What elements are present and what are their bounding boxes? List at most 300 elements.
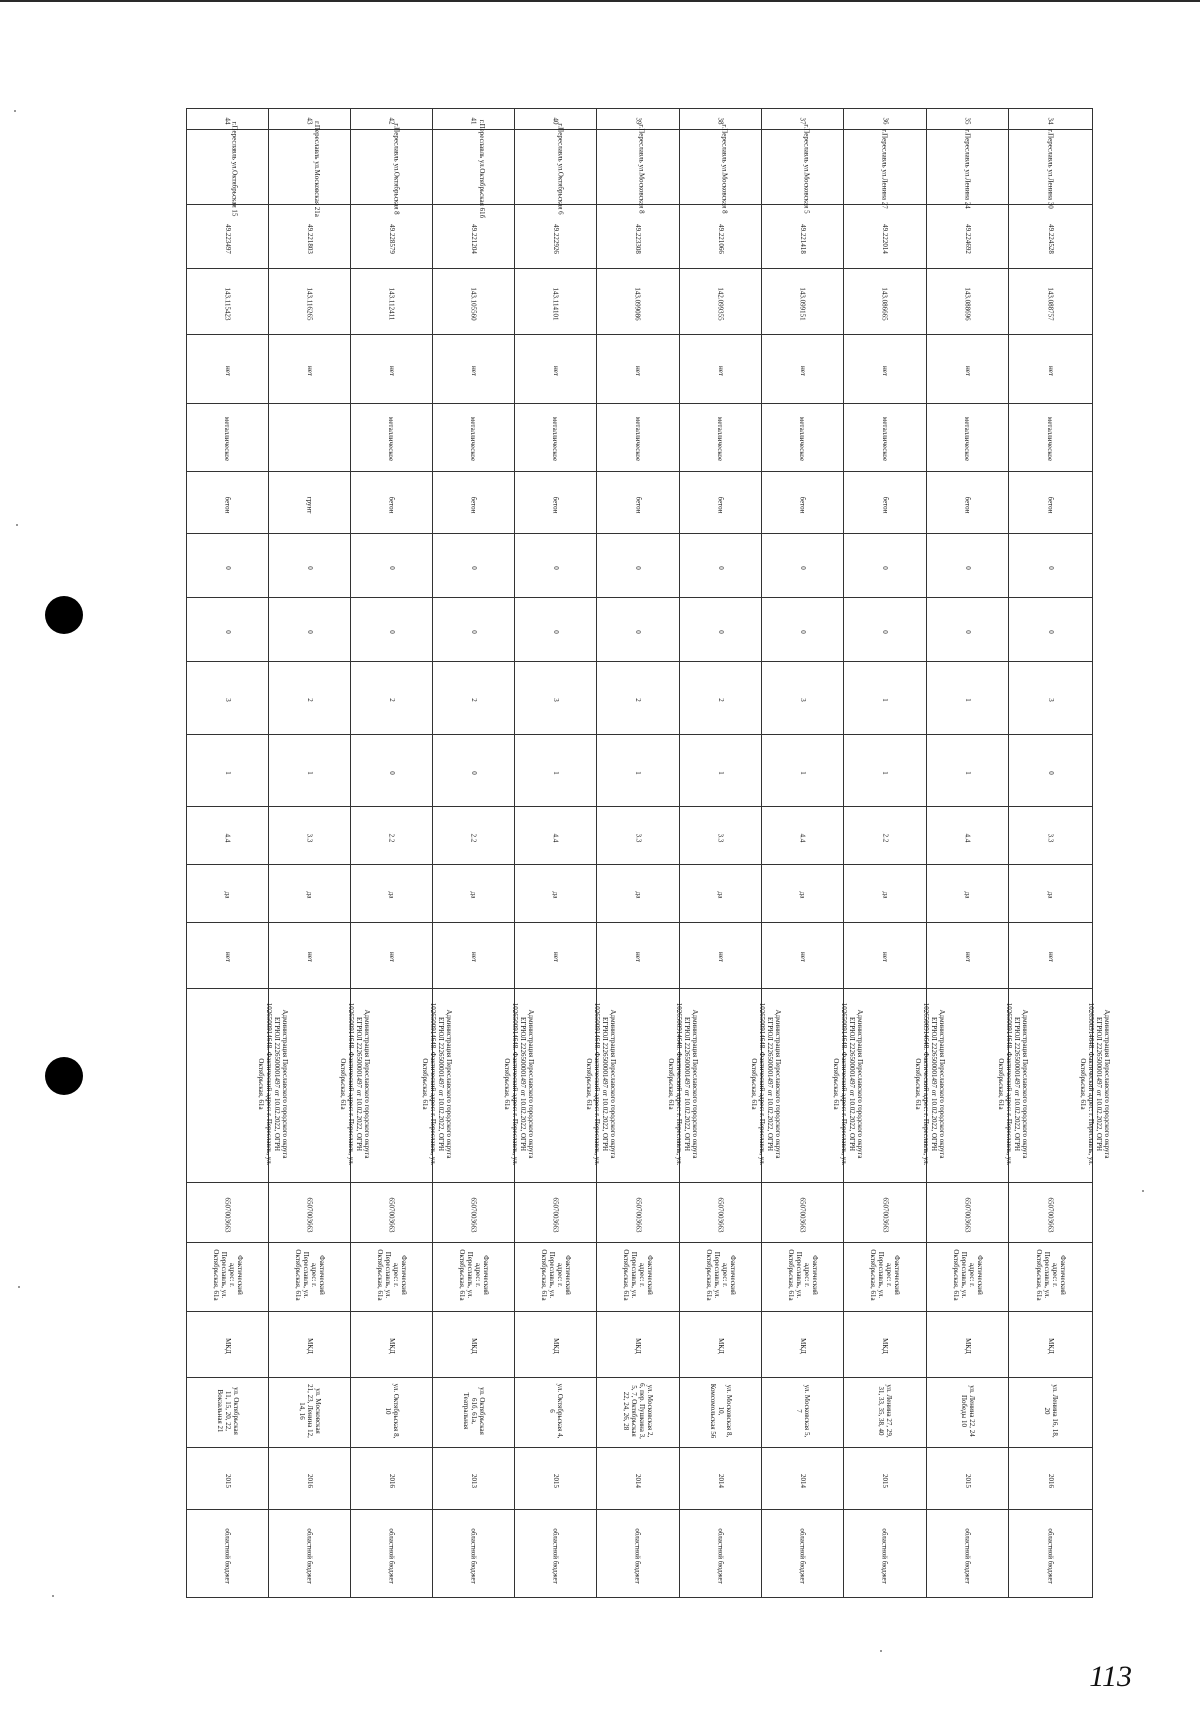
container-count-text: 1 [881,698,889,702]
value-8-text: 0 [387,565,396,570]
register-cell [762,124,844,214]
register-table [186,108,1111,1598]
register-cell [844,734,927,807]
register-cell [351,109,433,130]
value-9-text: 0 [305,629,314,634]
register-cell [927,734,1009,807]
planned-count-text: 1 [223,770,232,775]
register-cell [515,472,597,534]
register-cell [187,989,289,1183]
register-cell [927,807,1009,865]
register-cell [515,1510,597,1598]
value-9-text: 0 [798,629,807,634]
register-cell [1009,807,1093,865]
register-cell [927,205,1009,269]
register-cell [1009,472,1093,534]
latitude-text: 49.223497 [223,223,232,254]
value-9-text: 0 [387,629,396,634]
register-row-object-address [187,130,1093,205]
container-count-text: 2 [716,698,725,702]
source-type-text: МКД [469,1338,478,1355]
cover-flag-text: нет [880,366,889,377]
record-number-text: 38 [716,117,725,125]
register-cell [433,534,515,598]
register-cell [1009,1510,1093,1598]
value-8-text: 0 [223,565,232,570]
register-cell [433,662,515,735]
register-cell [1009,1377,1093,1447]
register-cell [269,1311,351,1377]
object-address-text: г.Переславль ул.Ленина 30 [1046,129,1055,209]
register-cell [680,1377,762,1447]
register-cell [927,129,1009,209]
actual-address-text: Фактический адрес: г. Переславль, ул. Октябрьская, 61а [375,1249,408,1301]
register-cell [351,403,433,471]
register-cell [351,1183,433,1243]
register-cell [433,1377,515,1447]
register-cell [927,662,1009,735]
no-flag-text: нет [305,952,314,963]
latitude-text: 49.221066 [716,223,725,254]
planned-count-text: 1 [716,770,725,775]
register-cell [515,269,597,335]
register-cell [187,403,269,471]
register-cell [597,269,680,335]
scan-speck [1142,1190,1144,1192]
fence-material-text: металлическое [1046,417,1055,462]
register-cell [927,109,1009,130]
source-type-text: МКД [633,1338,642,1355]
served-houses-text: ул. Московская 2, 6, пер. Пушкина 3, 5, 7, Октябрьская 22, 24, 26, 28 [622,1383,654,1439]
actual-address-text: Фактический адрес: г. Переславль, ул. Октябрьская, 61а [704,1249,737,1301]
punch-hole-bottom [45,1057,83,1095]
register-cell [187,109,269,130]
yes-flag-text: да [798,892,807,899]
longitude-text: 143.112411 [387,287,396,321]
register-cell [269,1183,351,1243]
register-row-latitude [187,205,1093,269]
register-cell [351,269,433,335]
cover-flag-text: нет [1046,366,1055,377]
surface-type-text: бетон [716,496,725,514]
register-cell [269,734,351,807]
register-cell [680,124,762,214]
surface-type-text: бетон [1046,496,1055,514]
install-year-text: 2015 [881,1473,889,1488]
register-cell [433,598,515,662]
yes-flag-text: да [469,892,478,899]
served-houses-text: ул. Октябрьская 11, 15, 20, 22, Вокзальная 21 [215,1387,240,1435]
planned-count-text: 1 [305,770,314,775]
register-cell [927,865,1009,923]
register-cell [351,1377,433,1447]
register-cell [597,335,680,403]
record-number-text: 41 [469,117,478,125]
record-number-text: 44 [223,117,232,125]
yes-flag-text: да [387,892,396,899]
funding-source-text: областной бюджет [305,1527,314,1584]
surface-type-text: бетон [880,496,889,514]
value-8-text: 0 [1046,565,1055,570]
register-row-owner-details [187,989,1093,1183]
owner-inn-text: 6507003663 [387,1197,396,1233]
register-cell [351,598,433,662]
register-cell [680,662,762,735]
register-cell [597,1311,680,1377]
scan-speck [18,1286,20,1288]
actual-address-text: Фактический адрес: г. Переславль, ул. Октябрьская, 61а [457,1249,490,1301]
register-cell [351,1311,433,1377]
register-cell [927,1183,1009,1243]
scan-speck [52,1595,54,1597]
actual-address-text: Фактический адрес: г. Переславль, ул. Октябрьская, 61а [539,1249,572,1301]
planned-count-text: 0 [1046,770,1055,775]
latitude-text: 49.221803 [305,223,314,254]
register-cell [269,109,351,130]
register-cell [187,734,269,807]
register-row-value-8 [187,534,1093,598]
register-cell [269,1377,351,1447]
register-cell [351,922,433,988]
install-year-text: 2015 [963,1473,972,1488]
install-year-text: 2014 [634,1473,642,1488]
register-row-planned-count [187,734,1093,807]
register-cell [1009,598,1093,662]
register-cell [844,1183,927,1243]
register-cell [597,124,680,214]
no-flag-text: нет [387,952,396,963]
register-cell [187,865,269,923]
register-cell [927,403,1009,471]
longitude-text: 143.088696 [963,287,972,321]
register-cell [680,269,762,335]
fence-material-text: металлическое [798,417,807,462]
value-9-text: 0 [963,629,972,634]
register-cell [844,598,927,662]
actual-address-text: Фактический адрес: г. Переславль, ул. Октябрьская, 61а [622,1249,654,1301]
register-cell [762,734,844,807]
owner-details-text: Администрация Переславского городского округа ЕГРЮЛ 2226500001497 от 10.02.2022, ОГРН 1026500914648. Фактический адрес: г. Переславль, ул. Октябрьская, 61а [997,1002,1029,1166]
container-count-text: 2 [305,698,314,702]
register-cell [927,534,1009,598]
register-cell [515,1377,597,1447]
register-cell [515,123,597,215]
register-cell [433,922,515,988]
register-row-container-volume [187,807,1093,865]
register-cell [680,472,762,534]
funding-source-text: областной бюджет [716,1527,725,1584]
latitude-text: 49.222926 [551,223,560,254]
register-cell [680,335,762,403]
register-cell [269,922,351,988]
install-year-text: 2015 [223,1473,232,1488]
surface-type-text: бетон [551,496,560,514]
cover-flag-text: нет [633,366,642,377]
value-9-text: 0 [716,629,725,634]
register-cell [187,1510,269,1598]
record-number-text: 39 [634,117,642,125]
value-9-text: 0 [1046,629,1055,634]
register-cell [844,472,927,534]
register-cell [433,205,515,269]
longitude-text: 143.115423 [223,287,232,321]
longitude-text: 143.099151 [798,287,807,321]
no-flag-text: нет [469,952,478,963]
fence-material-text: металлическое [963,417,972,462]
container-volume-text: 2.2 [387,833,396,843]
source-type-text: МКД [963,1338,972,1355]
no-flag-text: нет [798,952,807,963]
container-volume-text: 4.4 [551,833,560,843]
register-cell [844,662,927,735]
container-volume-text: 2.2 [881,833,889,843]
register-cell [515,534,597,598]
register-cell [1009,1311,1093,1377]
container-volume-text: 4.4 [963,833,972,843]
cover-flag-text: нет [387,366,396,377]
register-row-served-houses [187,1377,1093,1447]
longitude-text: 143.105560 [469,287,478,321]
register-cell [762,662,844,735]
register-cell [680,205,762,269]
planned-count-text: 0 [469,770,478,775]
owner-inn-text: 6507003663 [798,1197,807,1233]
register-cell [269,403,351,471]
surface-type-text: бетон [469,496,478,514]
register-cell [351,807,433,865]
register-cell [680,1510,762,1598]
register-cell [844,403,927,471]
source-type-text: МКД [798,1338,807,1355]
longitude-text: 143.114101 [551,287,560,321]
surface-type-text: бетон [963,496,972,514]
register-cell [597,807,680,865]
register-cell [1009,335,1093,403]
planned-count-text: 1 [634,770,642,775]
value-8-text: 0 [305,565,314,570]
surface-type-text: бетон [223,496,232,514]
register-cell [187,269,269,335]
cover-flag-text: нет [551,366,560,377]
container-count-text: 2 [387,698,396,702]
longitude-text: 143.088757 [1046,287,1055,321]
fence-material-text: металлическое [880,417,889,462]
register-cell [433,865,515,923]
punch-hole-top [45,596,83,634]
scan-speck [16,524,18,526]
register-cell [927,335,1009,403]
owner-details-text: Администрация Переславского городского округа ЕГРЮЛ 2226500001497 от 10.02.2022, ОГРН 1026500914648. Фактический адрес: г. Переславль, ул. Октябрьская, 61а [832,1002,864,1166]
owner-inn-text: 6507003663 [223,1197,232,1233]
container-volume-text: 4.4 [798,833,807,843]
yes-flag-text: да [716,892,725,899]
planned-count-text: 1 [963,770,972,775]
register-cell [515,403,597,471]
yes-flag-text: да [963,892,972,899]
value-8-text: 0 [634,565,642,570]
register-cell [515,205,597,269]
register-cell [927,1243,1009,1311]
register-cell [433,1243,515,1311]
register-cell [597,1510,680,1598]
register-cell [187,1448,269,1510]
register-cell [927,1377,1009,1447]
owner-inn-text: 6507003663 [469,1197,478,1233]
register-cell [680,807,762,865]
register-row-cover-flag [187,335,1093,403]
object-address-text: г.Переславль ул.Октябрьская 6 [556,123,565,215]
register-cell [597,205,680,269]
object-address-text: г.Переславль ул.Московская 5 [802,124,811,214]
register-cell [597,1448,680,1510]
register-cell [433,269,515,335]
register-cell [433,1311,515,1377]
latitude-text: 49.221418 [798,223,807,254]
register-cell [597,1377,680,1447]
register-cell [433,1183,515,1243]
register-cell [1009,662,1093,735]
served-houses-text: ул. Московская 8, 10, Комсомольская 56 [708,1383,733,1439]
funding-source-text: областной бюджет [469,1527,478,1584]
record-number-text: 42 [387,117,396,125]
register-cell [351,1510,433,1598]
register-cell [762,205,844,269]
register-cell [927,1448,1009,1510]
owner-details-text: Администрация Переславского городского округа ЕГРЮЛ 2226500001497 от 10.02.2022, ОГРН 1026500914648. Фактический адрес: г. Переславль, ул. Октябрьская, 61а [257,1002,289,1166]
register-cell [269,1243,351,1311]
scan-speck [14,110,16,112]
register-cell [680,865,762,923]
register-row-surface-type [187,472,1093,534]
served-houses-text: ул. Ленина 16, 18, 20 [1042,1384,1059,1438]
register-cell [844,205,927,269]
funding-source-text: областной бюджет [634,1527,642,1584]
page-number: 113 [1089,1660,1132,1693]
actual-address-text: Фактический адрес: г. Переславль, ул. Октябрьская, 61а [951,1249,984,1301]
register-row-funding-source [187,1510,1093,1598]
source-type-text: МКД [551,1338,560,1355]
fence-material-text: металлическое [469,417,478,462]
object-address-text: г.Переславль ул.Московская 8 [637,124,646,214]
register-cell [762,335,844,403]
cover-flag-text: нет [798,366,807,377]
register-cell [597,472,680,534]
record-number-text: 35 [963,117,972,125]
register-cell [762,1183,844,1243]
register-cell [269,807,351,865]
register-cell [762,1243,844,1311]
container-count-text: 3 [223,698,232,702]
register-cell [433,1448,515,1510]
register-cell [844,807,927,865]
value-9-text: 0 [551,629,560,634]
container-count-text: 1 [963,698,972,702]
container-volume-text: 3.3 [1046,833,1055,843]
register-cell [680,1311,762,1377]
register-cell [927,598,1009,662]
register-cell [762,1377,844,1447]
funding-source-text: областной бюджет [798,1527,807,1584]
register-cell [1009,734,1093,807]
source-type-text: МКД [1046,1338,1055,1355]
value-8-text: 0 [881,565,889,570]
longitude-text: 143.099086 [634,287,642,321]
owner-details-text: Администрация Переславского городского округа ЕГРЮЛ 2226500001497 от 10.02.2022, ОГРН 1026500914648. Фактический адрес: г. Переславль, ул. Октябрьская, 61а [914,1002,946,1166]
register-cell [1009,534,1093,598]
served-houses-text: ул. Ленина 22, 24 Победы 10 [959,1385,976,1437]
register-cell [762,1448,844,1510]
register-cell [1009,922,1093,988]
register-cell [1009,403,1093,471]
register-cell [433,807,515,865]
register-cell [844,865,927,923]
actual-address-text: Фактический адрес: г. Переславль, ул. Октябрьская, 61а [211,1249,244,1301]
register-cell [515,598,597,662]
fence-material-text: металлическое [551,417,560,462]
register-cell [187,807,269,865]
fence-material-text: металлическое [716,417,725,462]
owner-inn-text: 6507003663 [305,1197,314,1233]
register-row-container-count [187,662,1093,735]
source-type-text: МКД [880,1338,889,1355]
register-cell [762,1510,844,1598]
source-type-text: МКД [305,1338,314,1355]
register-cell [269,335,351,403]
register-cell [351,205,433,269]
fence-material-text: металлическое [633,417,642,462]
register-cell [187,472,269,534]
record-number-text: 36 [881,117,889,125]
value-8-text: 0 [963,565,972,570]
register-cell [1009,1183,1093,1243]
register-cell [187,335,269,403]
value-8-text: 0 [798,565,807,570]
value-9-text: 0 [634,629,642,634]
register-cell [187,922,269,988]
surface-type-text: бетон [633,496,642,514]
register-cell [927,922,1009,988]
longitude-text: 142.099355 [716,287,725,321]
value-9-text: 0 [469,629,478,634]
register-cell [515,109,597,130]
register-cell [515,1448,597,1510]
container-volume-text: 4.4 [223,833,232,843]
cover-flag-text: нет [305,366,314,377]
register-cell [515,865,597,923]
no-flag-text: нет [633,952,642,963]
register-cell [269,472,351,534]
register-cell [1009,1448,1093,1510]
no-flag-text: нет [963,952,972,963]
install-year-text: 2016 [1046,1473,1055,1488]
longitude-text: 143.116265 [305,287,314,321]
register-cell [597,534,680,598]
value-9-text: 0 [881,629,889,634]
planned-count-text: 1 [798,770,807,775]
owner-details-text: Администрация Переславского городского округа ЕГРЮЛ 2226500001497 от 10.02.2022, ОГРН 1026500914648. Фактический адрес: г. Переславль, ул. Октябрьская, 61а [585,1002,617,1166]
register-cell [351,534,433,598]
register-cell [269,662,351,735]
owner-inn-text: 6507003663 [634,1197,642,1233]
record-number-text: 34 [1046,117,1055,125]
object-address-text: г.Переславль ул.Октябрьская 61б [478,120,487,219]
register-cell [844,922,927,988]
register-cell [597,403,680,471]
owner-inn-text: 6507003663 [881,1197,889,1233]
owner-inn-text: 6507003663 [716,1197,725,1233]
register-cell [844,1243,927,1311]
served-houses-text: ул. Московская 21, 23, Ленина 12, 14, 16 [297,1384,322,1438]
